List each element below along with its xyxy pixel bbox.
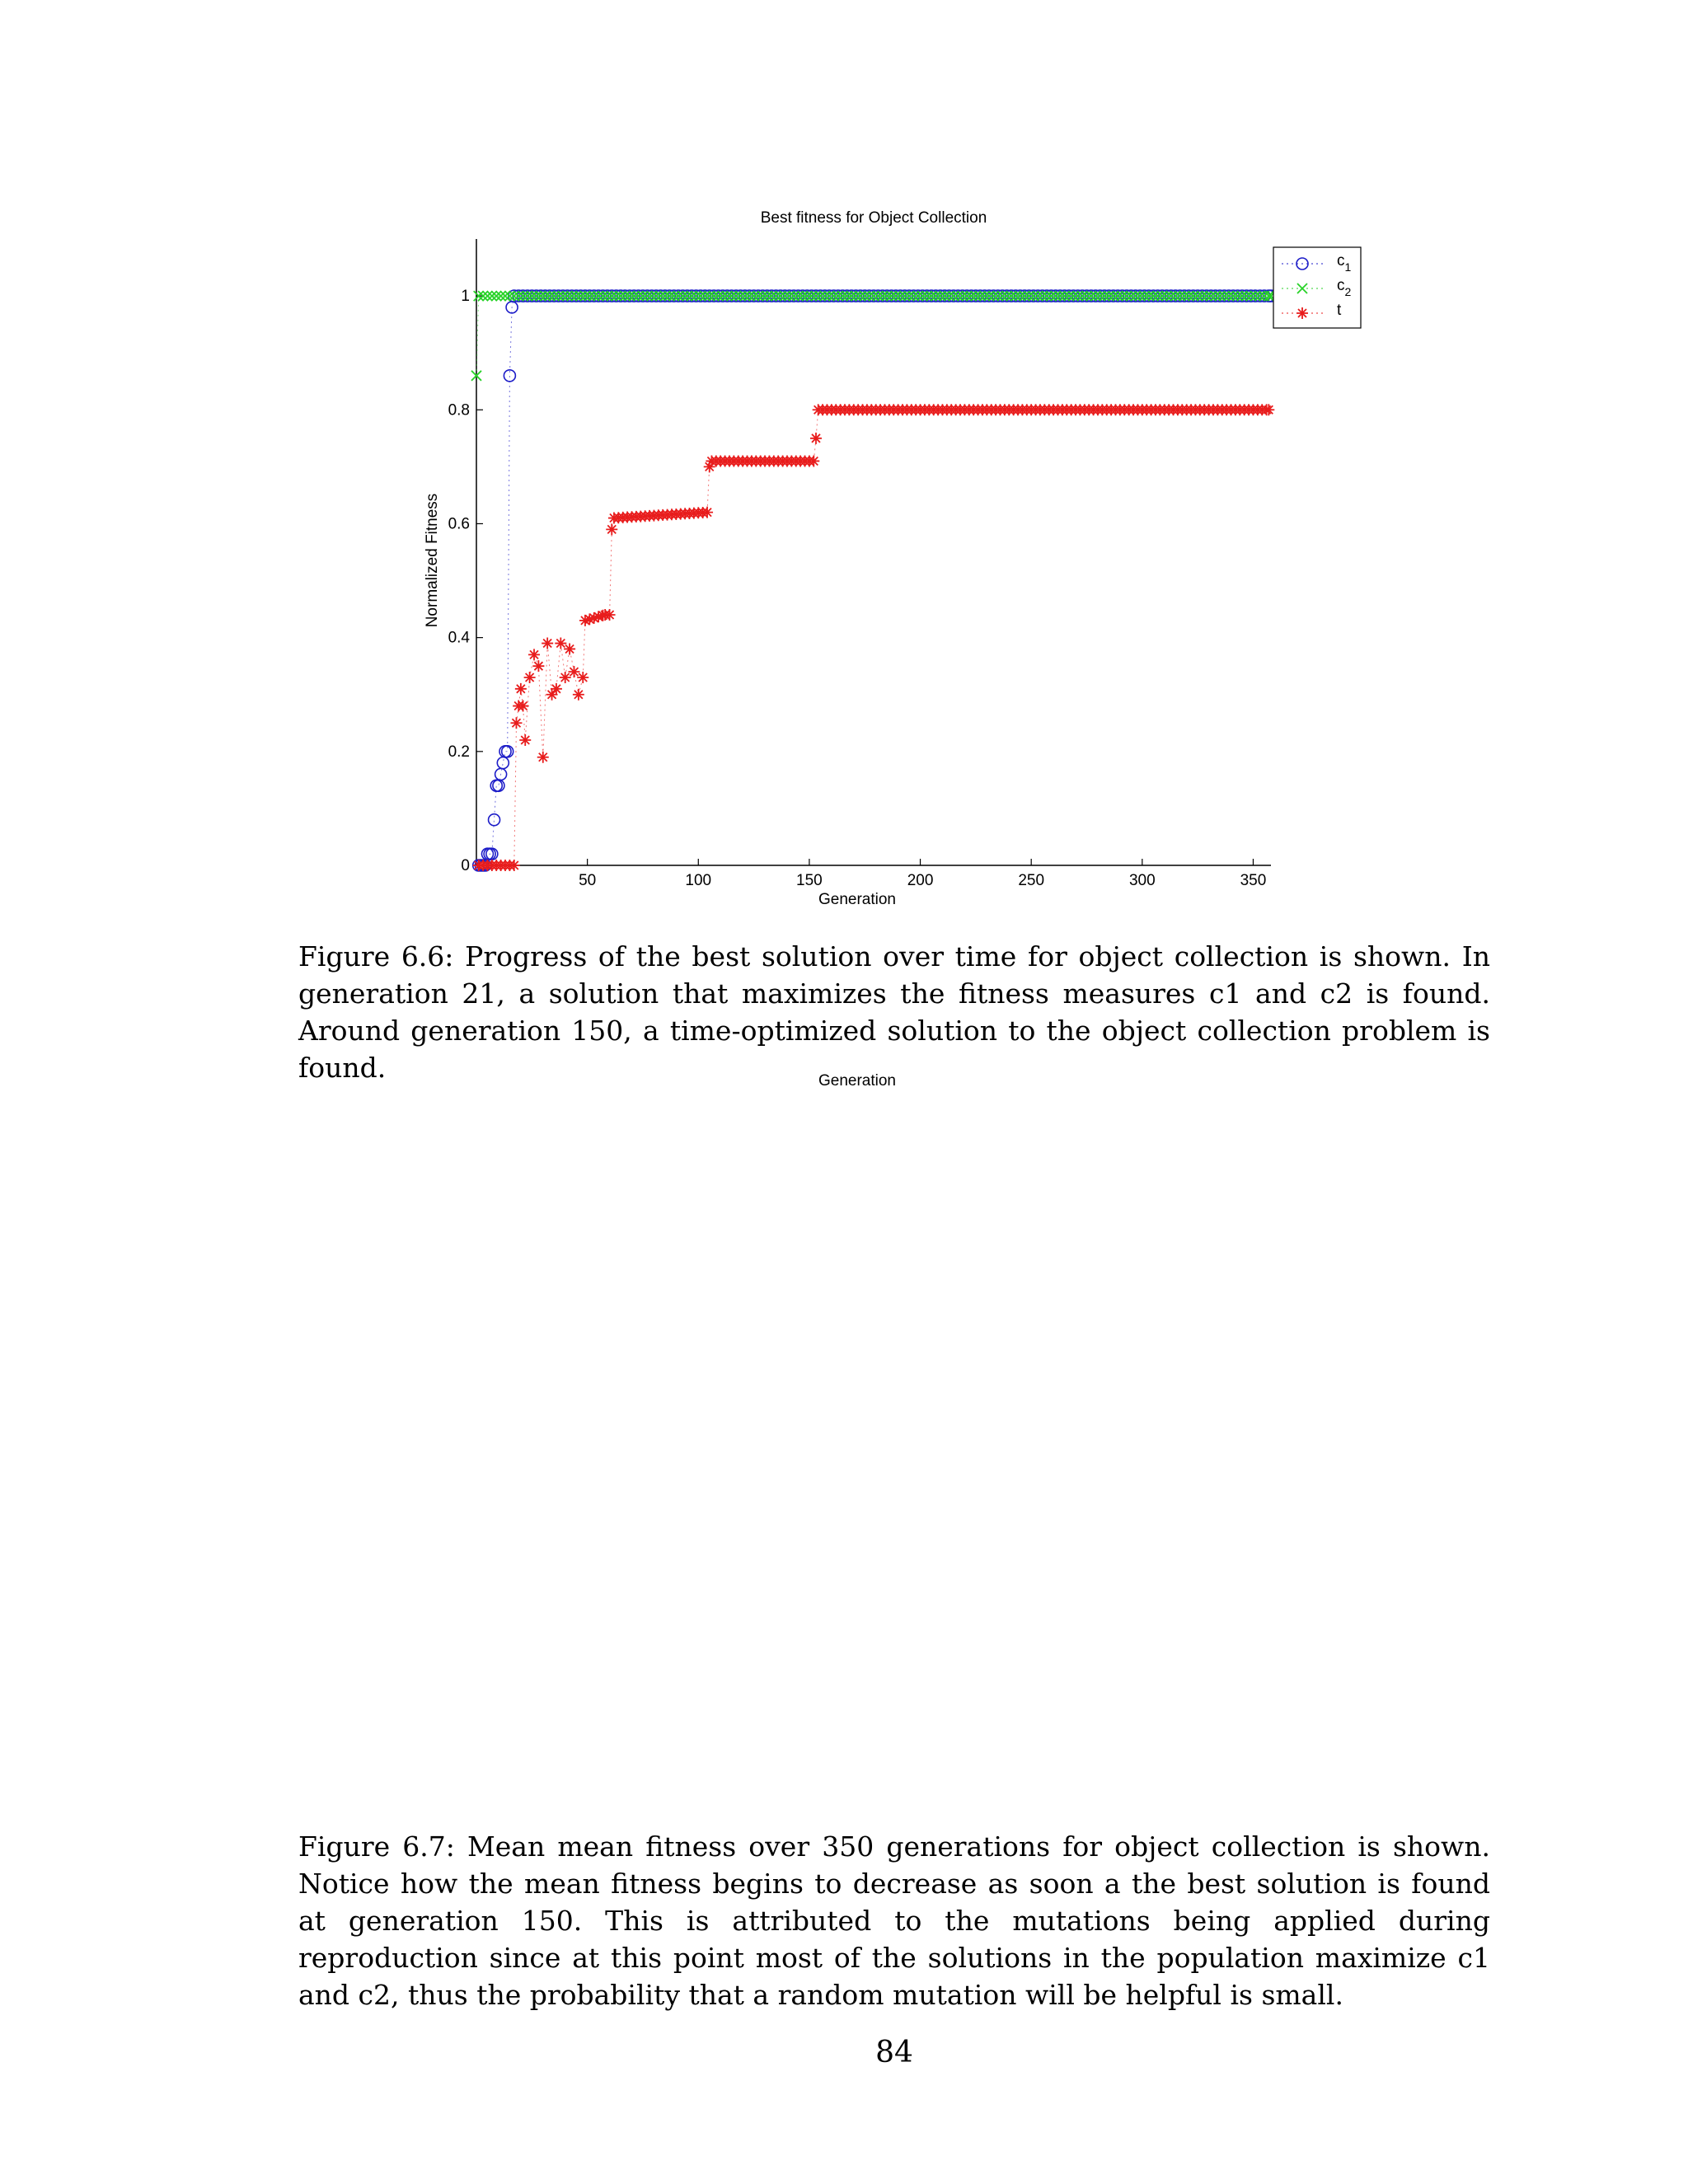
y-tick-label: 0.6 [448, 515, 470, 533]
x-tick-label: 300 [1128, 872, 1156, 889]
data-point-t [519, 734, 531, 746]
data-point-t [573, 689, 584, 701]
data-point-t [524, 672, 536, 683]
data-point-t [518, 701, 529, 712]
data-point-t [509, 860, 520, 871]
x-tick-label: 50 [579, 872, 597, 889]
data-point-t [537, 752, 549, 763]
x-tick-label: 150 [796, 872, 823, 889]
series-line-t [479, 410, 1269, 865]
data-point-t [542, 638, 553, 649]
data-point-t [564, 643, 575, 654]
data-point-t [1263, 404, 1274, 415]
y-tick-label: 0 [461, 857, 470, 874]
data-point-t [515, 683, 527, 695]
x-tick-label: 200 [907, 872, 934, 889]
legend-label: t [1337, 302, 1342, 319]
legend-marker-t [1296, 307, 1308, 319]
data-point-t [568, 666, 579, 677]
caption-text: Progress of the best solution over time for object collection is shown. In generation 21, a solution that maximizes the fitness measures c1 and c2 is found. Around generation 150, a time-optimized solution to the object collection problem is found. [298, 940, 1490, 1084]
y-tick-label: 0.8 [448, 401, 470, 419]
data-point-t [532, 660, 544, 672]
data-point-t [810, 433, 822, 444]
data-point-t [560, 672, 571, 683]
legend-label: $c_2$ [1337, 277, 1352, 298]
series-c1 [473, 290, 1277, 871]
data-point-t [510, 717, 522, 729]
y-tick-label: 0.2 [448, 743, 470, 761]
x-axis-label: Generation [818, 891, 897, 908]
caption-label: Figure 6.7: [298, 1830, 455, 1863]
chart-title: Best fitness for Object Collection [760, 209, 987, 227]
figure-6-7-caption [298, 1828, 1490, 2013]
series-line-c2 [476, 296, 1271, 376]
page-number: 84 [875, 2036, 913, 2069]
data-point-t [555, 638, 566, 649]
data-point-t [528, 649, 540, 660]
figure-6-6-caption [298, 938, 1490, 1086]
caption-text: Mean mean fitness over 350 generations for object collection is shown. Notice how the mean fitness begins to decrease as soon a the best solution is found at generation 150. This is attributed to the mutations being applied during reproduction since at this point most of the solutions in the population maximize c1 and c2, thus the probability that a random mutation will be helpful is small. [298, 1830, 1490, 2011]
data-point-t [808, 455, 819, 466]
data-point-t [701, 507, 713, 518]
series-c2 [471, 291, 1276, 381]
caption-label: Figure 6.6: [298, 940, 454, 972]
series-t [473, 404, 1275, 871]
x-tick-label: 350 [1240, 872, 1267, 889]
data-point-t [604, 609, 616, 621]
x-tick-label: 100 [685, 872, 712, 889]
y-axis-label: Normalized Fitness [424, 493, 441, 628]
mean-fitness-chart [0, 1071, 1688, 1813]
data-point-t [577, 672, 588, 683]
y-tick-label: 1 [461, 288, 470, 306]
x-tick-label: 250 [1018, 872, 1045, 889]
x-axis-label: Generation [818, 1072, 897, 1090]
legend-label: $c_1$ [1337, 252, 1352, 274]
data-point-c1 [497, 757, 509, 769]
data-point-t [606, 523, 617, 535]
y-tick-label: 0.4 [448, 629, 470, 647]
data-point-t [551, 683, 562, 695]
best-fitness-chart [0, 0, 1688, 923]
series-line-c1 [479, 296, 1271, 865]
